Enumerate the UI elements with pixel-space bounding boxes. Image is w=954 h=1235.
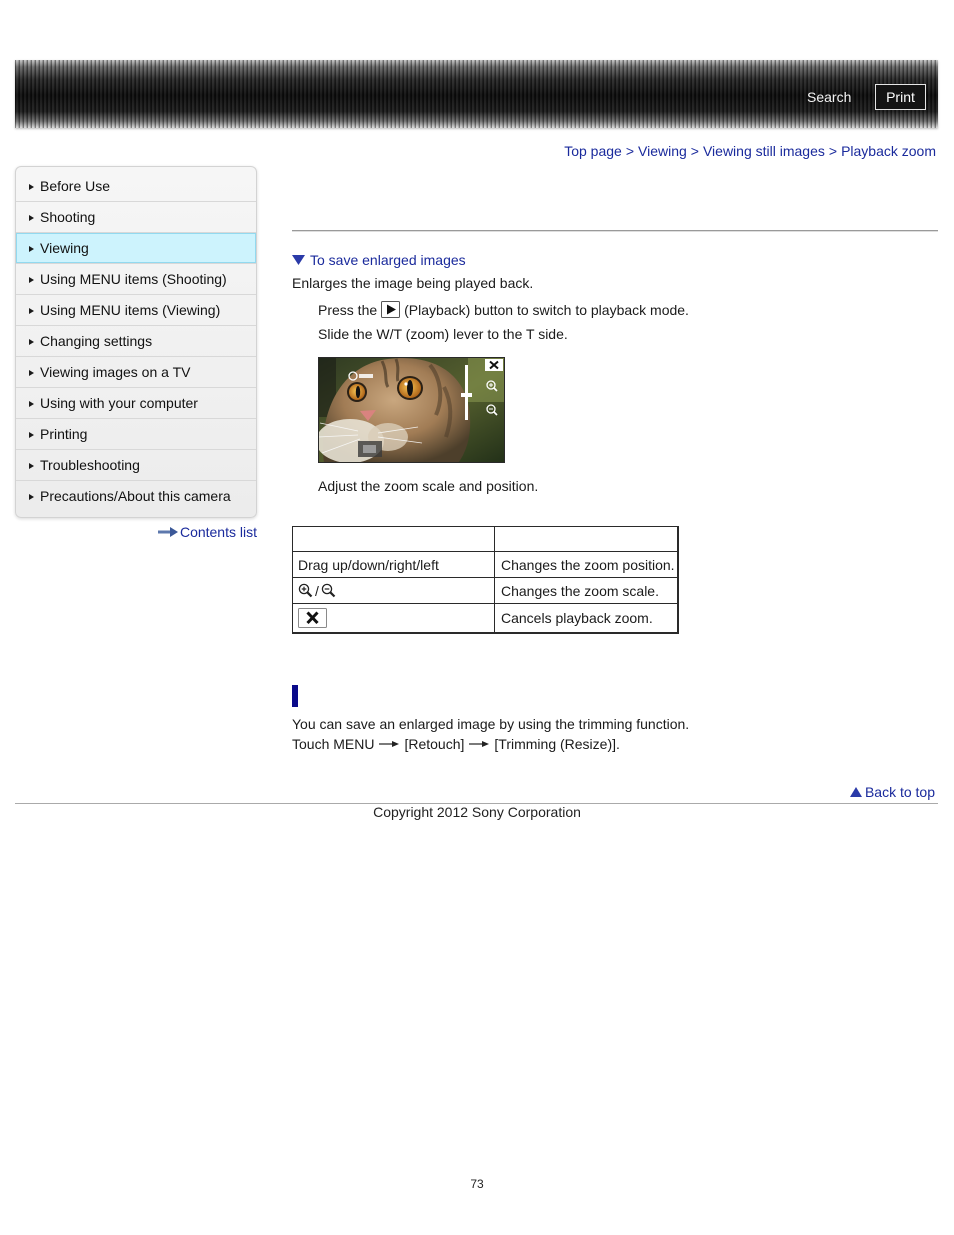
triangle-right-icon — [29, 432, 34, 438]
trimming-text: You can save an enlarged image by using the trimming function. — [292, 716, 690, 732]
sidebar-item-label: Using with your computer — [40, 395, 198, 411]
sidebar-item-label: Troubleshooting — [40, 457, 140, 473]
table-result-text: Changes the zoom scale. — [501, 582, 659, 599]
sidebar-item-precautions[interactable] — [16, 481, 256, 512]
zoom-icons-separator: / — [315, 582, 319, 599]
breadcrumb-top-page[interactable]: Top page — [564, 143, 622, 159]
sidebar-item-viewing[interactable] — [16, 233, 256, 264]
back-to-top-label: Back to top — [864, 784, 935, 800]
table-cell-action — [293, 578, 495, 604]
sidebar-item-menu-shooting[interactable] — [16, 264, 256, 295]
table-action-text: Drag up/down/right/left — [298, 556, 439, 573]
search-link[interactable]: Search — [807, 89, 852, 105]
step-1 — [318, 301, 689, 318]
sidebar-item-shooting[interactable] — [16, 202, 256, 233]
breadcrumb-viewing[interactable]: Viewing — [638, 143, 687, 159]
sidebar-item-label: Printing — [40, 426, 88, 442]
playback-icon — [381, 301, 400, 318]
sidebar-item-label: Before Use — [40, 178, 111, 194]
triangle-right-icon — [29, 215, 34, 221]
table-result-text: Cancels playback zoom. — [501, 610, 653, 626]
sidebar-item-label: Changing settings — [40, 333, 153, 349]
image-close-icon — [485, 359, 503, 371]
sidebar-item-label: Shooting — [40, 209, 96, 225]
playback-zoom-screen-image — [318, 357, 505, 463]
breadcrumb-separator: > — [828, 143, 838, 159]
triangle-up-icon — [850, 787, 862, 797]
breadcrumb — [564, 143, 936, 159]
sidebar-item-label: Using MENU items (Viewing) — [40, 302, 221, 318]
table-cell-action — [293, 604, 495, 634]
table-header-result — [495, 527, 679, 552]
step-1-text-before: Press the — [318, 301, 378, 318]
step-2: Slide the W/T (zoom) lever to the T side. — [318, 326, 568, 342]
breadcrumb-separator: > — [690, 143, 699, 159]
step-1-text-after: (Playback) button to switch to playback mode. — [404, 301, 689, 318]
sidebar-item-using-with-computer[interactable] — [16, 388, 256, 419]
menu-path-step: [Retouch] — [404, 736, 465, 752]
zoom-icons-group — [298, 583, 336, 599]
sidebar-item-troubleshooting[interactable] — [16, 450, 256, 481]
triangle-right-icon — [29, 277, 34, 283]
right-arrow-icon — [158, 527, 178, 537]
top-header-bar — [15, 60, 938, 128]
zoom-out-icon — [321, 583, 336, 598]
contents-list-label: Contents list — [179, 524, 257, 540]
image-position-indicator — [358, 441, 382, 457]
sidebar-item-menu-viewing[interactable] — [16, 295, 256, 326]
section-heading-marker — [292, 685, 298, 707]
trimming-menu-path — [292, 736, 620, 752]
back-to-top-link[interactable] — [850, 784, 935, 800]
triangle-right-icon — [29, 463, 34, 469]
right-arrow-icon — [379, 739, 399, 749]
table-cell-result — [495, 552, 679, 578]
operation-table — [292, 526, 679, 634]
sidebar-item-label: Viewing images on a TV — [40, 364, 191, 380]
triangle-right-icon — [29, 494, 34, 500]
table-cell-result — [495, 578, 679, 604]
breadcrumb-viewing-still-images[interactable]: Viewing still images — [702, 143, 825, 159]
breadcrumb-separator: > — [625, 143, 634, 159]
close-icon — [298, 608, 327, 628]
sidebar-nav — [15, 166, 257, 518]
intro-text: Enlarges the image being played back. — [292, 275, 534, 291]
jump-link-label: To save enlarged images — [310, 252, 466, 268]
triangle-right-icon — [29, 184, 34, 190]
triangle-right-icon — [29, 370, 34, 376]
sidebar-item-label: Precautions/About this camera — [40, 488, 231, 504]
triangle-right-icon — [29, 401, 34, 407]
triangle-right-icon — [29, 308, 34, 314]
table-cell-action — [293, 552, 495, 578]
jump-link-save-enlarged-images[interactable] — [292, 252, 466, 268]
page-number: 73 — [470, 1177, 484, 1191]
menu-path-step: [Trimming (Resize)]. — [494, 736, 620, 752]
copyright-text: Copyright 2012 Sony Corporation — [373, 804, 581, 820]
sidebar-item-label: Viewing — [40, 240, 89, 256]
table-cell-result — [495, 604, 679, 634]
sidebar-item-changing-settings[interactable] — [16, 326, 256, 357]
sidebar-item-before-use[interactable] — [16, 171, 256, 202]
step-3: Adjust the zoom scale and position. — [318, 478, 539, 494]
triangle-down-icon — [292, 255, 305, 265]
table-result-text: Changes the zoom position. — [501, 556, 675, 573]
triangle-right-icon — [29, 246, 34, 252]
zoom-in-icon — [298, 583, 313, 598]
table-header-action — [293, 527, 495, 552]
sidebar-item-label: Using MENU items (Shooting) — [40, 271, 227, 287]
menu-path-step: Touch MENU — [292, 736, 375, 752]
title-divider — [292, 230, 938, 232]
contents-list-link[interactable] — [158, 524, 257, 540]
sidebar-item-printing[interactable] — [16, 419, 256, 450]
right-arrow-icon — [469, 739, 489, 749]
sidebar-item-viewing-on-tv[interactable] — [16, 357, 256, 388]
breadcrumb-playback-zoom[interactable]: Playback zoom — [841, 143, 936, 159]
print-button[interactable]: Print — [875, 84, 926, 110]
triangle-right-icon — [29, 339, 34, 345]
